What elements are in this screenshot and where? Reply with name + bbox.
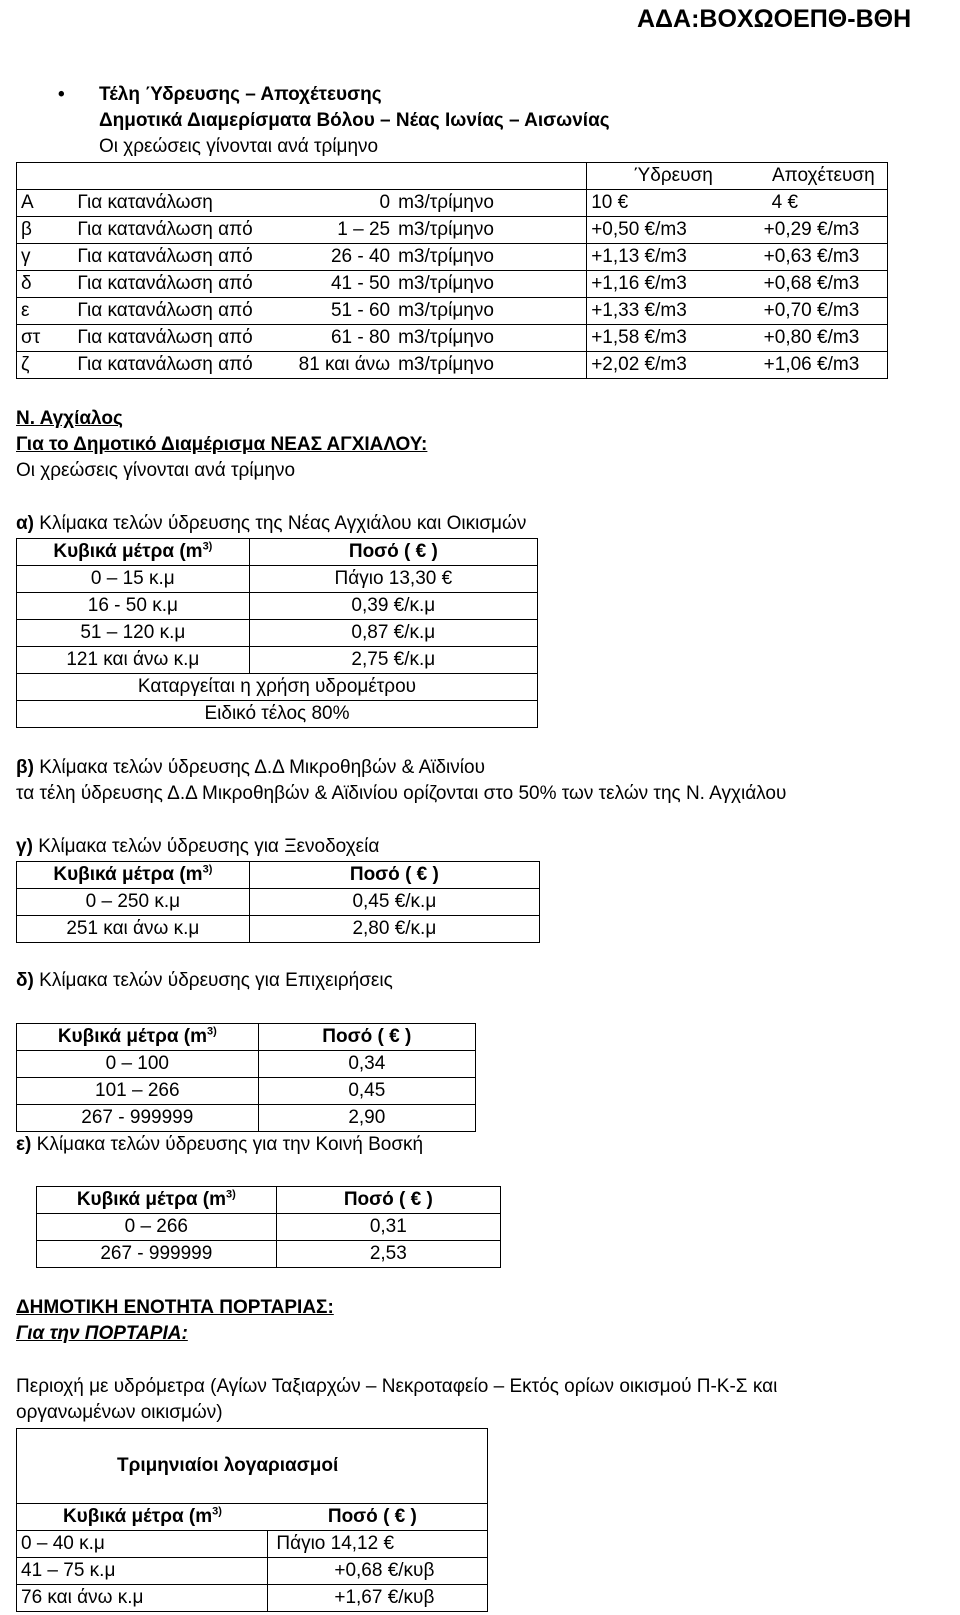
table-row xyxy=(17,1078,476,1105)
cell-range: 0 – 100 xyxy=(17,1051,259,1078)
cell-amount: 2,75 €/κ.μ xyxy=(249,647,537,674)
col-amount-header: Ποσό ( € ) xyxy=(249,862,539,889)
cell-range: 267 - 999999 xyxy=(17,1105,259,1132)
section-d-label: δ) xyxy=(16,970,34,991)
row-range: 0 xyxy=(295,190,394,217)
cell-range: 251 και άνω κ.μ xyxy=(17,916,250,943)
row-desc: Για κατανάλωση από xyxy=(73,271,294,298)
row-water: +1,16 €/m3 xyxy=(587,271,760,298)
note-meter-abolished: Καταργείται η χρήση υδρομέτρου xyxy=(17,674,538,701)
table-header-row xyxy=(17,163,888,190)
table-row xyxy=(17,1558,488,1585)
table-row xyxy=(17,1051,476,1078)
s3-para-line1: Περιοχή με υδρόμετρα (Αγίων Ταξιαρχών – Νεκροταφείο – Εκτός ορίων οικισμού Π-Κ-Σ και xyxy=(16,1376,778,1397)
table-row xyxy=(17,190,888,217)
table-header-row xyxy=(17,1024,476,1051)
row-unit: m3/τρίμηνο xyxy=(394,325,587,352)
cell-range: 0 – 266 xyxy=(37,1214,277,1241)
cell-range: 267 - 999999 xyxy=(37,1241,277,1268)
row-unit: m3/τρίμηνο xyxy=(394,271,587,298)
cell-amount: 0,39 €/κ.μ xyxy=(249,593,537,620)
row-desc: Για κατανάλωση από xyxy=(73,352,294,379)
bullet: • xyxy=(58,84,65,105)
table-row xyxy=(17,244,888,271)
col-m3-header: Κυβικά μέτρα ($m^{3)}$ xyxy=(17,1024,259,1051)
cell-amount: +0,68 €/κυβ xyxy=(268,1558,488,1585)
s1-subtitle: Δημοτικά Διαμερίσματα Βόλου – Νέας Ιωνίας – Αισωνίας xyxy=(99,110,610,131)
table-note-row xyxy=(17,674,538,701)
cell-amount: 0,31 xyxy=(276,1214,500,1241)
row-range: 81 και άνω xyxy=(295,352,394,379)
section-e-heading xyxy=(16,1134,423,1156)
col-m3-header: Κυβικά μέτρα ($m^{3)}$ xyxy=(17,1504,268,1531)
cell-amount: 0,87 €/κ.μ xyxy=(249,620,537,647)
row-desc: Για κατανάλωση από xyxy=(73,325,294,352)
table-title: Τριμηνιαίοι λογαριασμοί xyxy=(17,1429,488,1504)
row-code: β xyxy=(17,217,74,244)
cell-amount: Πάγιο 14,12 € xyxy=(268,1531,488,1558)
table-row xyxy=(17,298,888,325)
row-sewer: +0,63 €/m3 xyxy=(760,244,888,271)
section-c-label: γ) xyxy=(16,836,33,857)
col-amount-header: Ποσό ( € ) xyxy=(268,1504,488,1531)
table-row xyxy=(17,1105,476,1132)
table-row xyxy=(37,1241,501,1268)
section-b-heading xyxy=(16,757,485,779)
table-header-row xyxy=(17,539,538,566)
header-sewer: Αποχέτευση xyxy=(760,163,888,190)
col-amount-header: Ποσό ( € ) xyxy=(249,539,537,566)
table-row xyxy=(17,1531,488,1558)
row-range: 61 - 80 xyxy=(295,325,394,352)
row-sewer: +0,68 €/m3 xyxy=(760,271,888,298)
table-a xyxy=(16,538,538,728)
table-portaria xyxy=(16,1428,488,1612)
cell-amount: 0,45 xyxy=(258,1078,475,1105)
table-d xyxy=(16,1023,476,1132)
row-range: 51 - 60 xyxy=(295,298,394,325)
row-code: ζ xyxy=(17,352,74,379)
header-water: Ύδρευση xyxy=(587,163,760,190)
cell-range: 121 και άνω κ.μ xyxy=(17,647,250,674)
cell-amount: 0,34 xyxy=(258,1051,475,1078)
ada-code: ΑΔΑ:ΒΟΧΩΟΕΠΘ-ΒΘΗ xyxy=(637,5,912,33)
col-amount-header: Ποσό ( € ) xyxy=(258,1024,475,1051)
table-row xyxy=(17,325,888,352)
col-amount-header: Ποσό ( € ) xyxy=(276,1187,500,1214)
s2-heading: Ν. Αγχίαλος xyxy=(16,408,123,429)
section-b-text2: τα τέλη ύδρευσης Δ.Δ Μικροθηβών & Αϊδινίου ορίζονται στο 50% των τελών της Ν. Αγχιάλου xyxy=(16,783,787,804)
row-unit: m3/τρίμηνο xyxy=(394,190,587,217)
table-row xyxy=(17,647,538,674)
s2-note: Οι χρεώσεις γίνονται ανά τρίμηνο xyxy=(16,460,296,481)
row-desc: Για κατανάλωση από xyxy=(73,244,294,271)
cell-range: 0 – 40 κ.μ xyxy=(17,1531,268,1558)
cell-range: 51 – 120 κ.μ xyxy=(17,620,250,647)
row-unit: m3/τρίμηνο xyxy=(394,217,587,244)
section-b-text: Κλίμακα τελών ύδρευσης Δ.Δ Μικροθηβών & Αϊδινίου xyxy=(39,757,485,778)
cell-range: 76 και άνω κ.μ xyxy=(17,1585,268,1612)
section-b-label: β) xyxy=(16,757,34,778)
cell-amount: 0,45 €/κ.μ xyxy=(249,889,539,916)
section-c-heading xyxy=(16,836,379,858)
section-a-text: Κλίμακα τελών ύδρευσης της Νέας Αγχιάλου και Οικισμών xyxy=(39,513,527,534)
table-note-row xyxy=(17,701,538,728)
section-e-label: ε) xyxy=(16,1134,32,1155)
row-sewer: +0,29 €/m3 xyxy=(760,217,888,244)
cell-amount: Πάγιο 13,30 € xyxy=(249,566,537,593)
cell-amount: +1,67 €/κυβ xyxy=(268,1585,488,1612)
table-title-row xyxy=(17,1429,488,1504)
row-sewer: +0,70 €/m3 xyxy=(760,298,888,325)
section-a-label: α) xyxy=(16,513,35,534)
table-row xyxy=(17,593,538,620)
section-a-heading xyxy=(16,513,526,535)
row-code: δ xyxy=(17,271,74,298)
section-d-text: Κλίμακα τελών ύδρευσης για Επιχειρήσεις xyxy=(39,970,393,991)
table-c xyxy=(16,861,540,943)
row-unit: m3/τρίμηνο xyxy=(394,298,587,325)
row-desc: Για κατανάλωση από xyxy=(73,298,294,325)
row-water: +2,02 €/m3 xyxy=(587,352,760,379)
section-e-text: Κλίμακα τελών ύδρευσης για την Κοινή Βοσκή xyxy=(36,1134,424,1155)
table-header-row xyxy=(17,862,540,889)
row-water: +1,33 €/m3 xyxy=(587,298,760,325)
row-code: ε xyxy=(17,298,74,325)
row-desc: Για κατανάλωση xyxy=(73,190,294,217)
row-range: 26 - 40 xyxy=(295,244,394,271)
row-sewer: +1,06 €/m3 xyxy=(760,352,888,379)
cell-range: 41 – 75 κ.μ xyxy=(17,1558,268,1585)
table-header-row xyxy=(17,1504,488,1531)
table-row xyxy=(17,916,540,943)
cell-range: 101 – 266 xyxy=(17,1078,259,1105)
table-row xyxy=(17,566,538,593)
s3-para-line2: οργανωμένων οικισμών) xyxy=(16,1402,223,1423)
s1-title: Τέλη Ύδρευσης – Αποχέτευσης xyxy=(99,84,382,105)
note-special-fee: Ειδικό τέλος 80% xyxy=(17,701,538,728)
row-water: +0,50 €/m3 xyxy=(587,217,760,244)
table-row xyxy=(17,889,540,916)
table-row xyxy=(17,620,538,647)
row-range: 1 – 25 xyxy=(295,217,394,244)
row-water: 10 € xyxy=(587,190,760,217)
row-sewer: 4 € xyxy=(760,190,888,217)
s3-heading: ΔΗΜΟΤΙΚΗ ΕΝΟΤΗΤΑ ΠΟΡΤΑΡΙΑΣ: xyxy=(16,1297,334,1318)
col-m3-header: Κυβικά μέτρα ($m^{3)}$ xyxy=(37,1187,277,1214)
cell-range: 16 - 50 κ.μ xyxy=(17,593,250,620)
cell-amount: 2,80 €/κ.μ xyxy=(249,916,539,943)
s3-sub: Για την ΠΟΡΤΑΡΙΑ: xyxy=(16,1323,188,1344)
s2-sub: Για το Δημοτικό Διαμέρισμα ΝΕΑΣ ΑΓΧΙΑΛΟΥ: xyxy=(16,434,428,455)
col-m3-header: Κυβικά μέτρα ($m^{3)}$ xyxy=(17,539,250,566)
row-code: Α xyxy=(17,190,74,217)
row-unit: m3/τρίμηνο xyxy=(394,352,587,379)
table-row xyxy=(17,217,888,244)
row-sewer: +0,80 €/m3 xyxy=(760,325,888,352)
table-e xyxy=(36,1186,501,1268)
row-water: +1,13 €/m3 xyxy=(587,244,760,271)
water-sewer-table xyxy=(16,162,888,379)
cell-amount: 2,90 xyxy=(258,1105,475,1132)
cell-amount: 2,53 xyxy=(276,1241,500,1268)
col-m3-header: Κυβικά μέτρα ($m^{3)}$ xyxy=(17,862,250,889)
table-row xyxy=(17,1585,488,1612)
row-water: +1,58 €/m3 xyxy=(587,325,760,352)
table-row xyxy=(17,271,888,298)
row-unit: m3/τρίμηνο xyxy=(394,244,587,271)
row-range: 41 - 50 xyxy=(295,271,394,298)
s1-note: Οι χρεώσεις γίνονται ανά τρίμηνο xyxy=(99,136,379,157)
table-header-row xyxy=(37,1187,501,1214)
cell-range: 0 – 15 κ.μ xyxy=(17,566,250,593)
table-row xyxy=(37,1214,501,1241)
row-desc: Για κατανάλωση από xyxy=(73,217,294,244)
cell-range: 0 – 250 κ.μ xyxy=(17,889,250,916)
section-c-text: Κλίμακα τελών ύδρευσης για Ξενοδοχεία xyxy=(38,836,380,857)
section-d-heading xyxy=(16,970,393,992)
row-code: στ xyxy=(17,325,74,352)
row-code: γ xyxy=(17,244,74,271)
table-row xyxy=(17,352,888,379)
